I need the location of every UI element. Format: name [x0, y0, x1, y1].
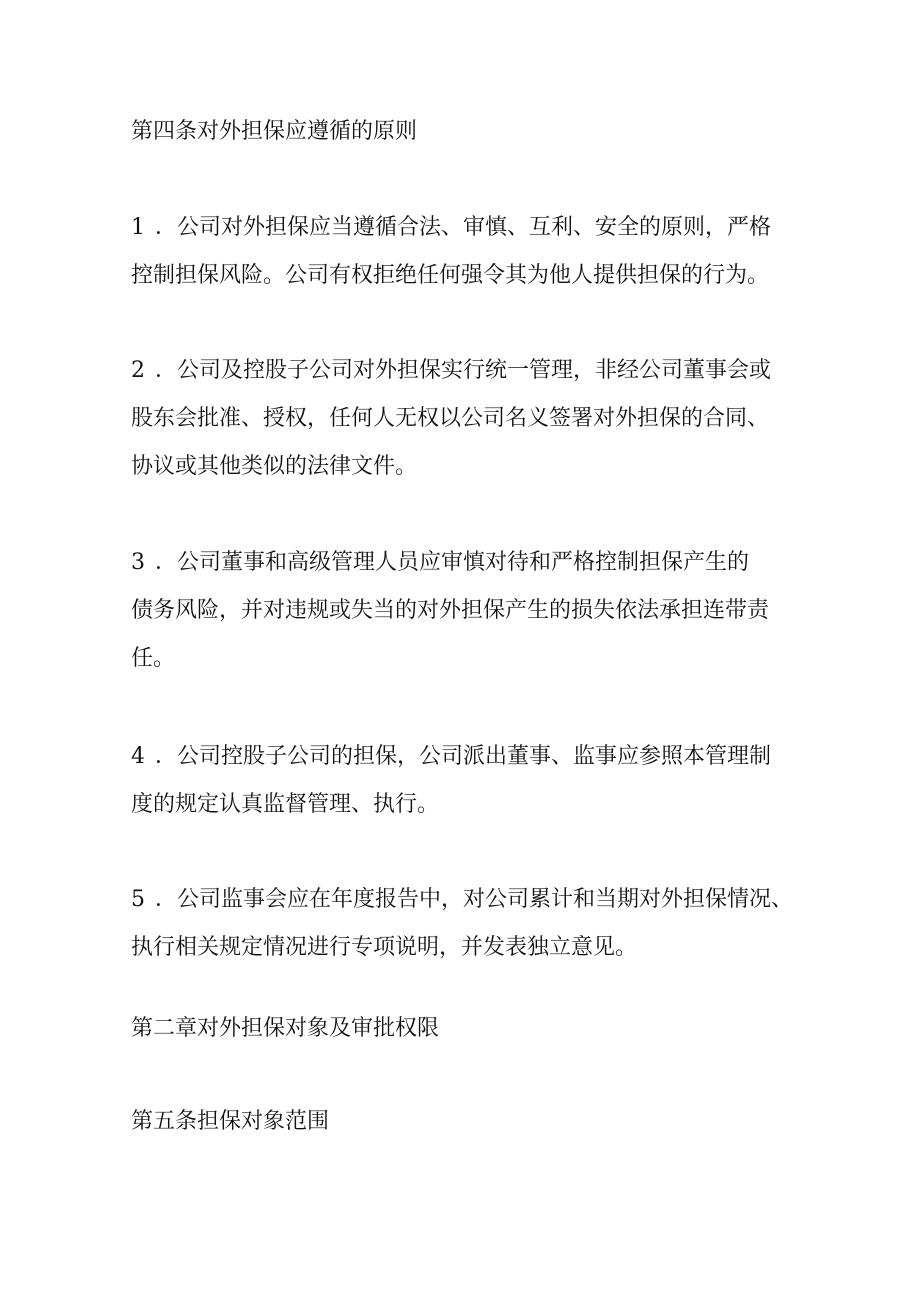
article-4-heading: 第四条对外担保应遵循的原则: [131, 119, 418, 144]
clause-3-line-3: 任。: [131, 646, 176, 671]
clause-number: 2: [131, 358, 145, 383]
clause-text: ．公司对外担保应当遵循合法、审慎、互利、安全的原则，严格: [155, 215, 772, 240]
clause-4: [131, 733, 821, 829]
clause-1: [131, 204, 821, 300]
clause-number: 3: [131, 550, 145, 575]
clause-5-line-1: [131, 876, 821, 924]
chapter-2-heading: 第二章对外担保对象及审批权限: [131, 1016, 440, 1041]
clause-number: 4: [131, 744, 145, 769]
clause-2-line-2: 股东会批准、授权，任何人无权以公司名义签署对外担保的合同、: [131, 406, 770, 431]
clause-5-line-2: 执行相关规定情况进行专项说明，并发表独立意见。: [131, 935, 638, 960]
clause-3-line-1: [131, 539, 821, 587]
clause-text: ．公司监事会应在年度报告中，对公司累计和当期对外担保情况、: [155, 887, 794, 912]
clause-5: [131, 876, 821, 972]
clause-number: 5: [131, 887, 145, 912]
clause-3: [131, 539, 821, 683]
clause-2: [131, 347, 821, 491]
clause-3-line-2: 债务风险，并对违规或失当的对外担保产生的损失依法承担连带责: [131, 598, 770, 623]
clause-1-line-1: [131, 204, 821, 252]
clause-2-line-3: 协议或其他类似的法律文件。: [131, 454, 418, 479]
clause-4-line-2: 度的规定认真监督管理、执行。: [131, 792, 440, 817]
article-5-heading: 第五条担保对象范围: [131, 1109, 330, 1134]
clause-1-line-2: 控制担保风险。公司有权拒绝任何强令其为他人提供担保的行为。: [131, 263, 770, 288]
clause-text: ．公司董事和高级管理人员应审慎对待和严格控制担保产生的: [155, 550, 750, 575]
clause-text: ．公司及控股子公司对外担保实行统一管理，非经公司董事会或: [155, 358, 772, 383]
clause-number: 1: [131, 215, 145, 240]
clause-4-line-1: [131, 733, 821, 781]
clause-text: ．公司控股子公司的担保，公司派出董事、监事应参照本管理制: [155, 744, 772, 769]
clause-2-line-1: [131, 347, 821, 395]
